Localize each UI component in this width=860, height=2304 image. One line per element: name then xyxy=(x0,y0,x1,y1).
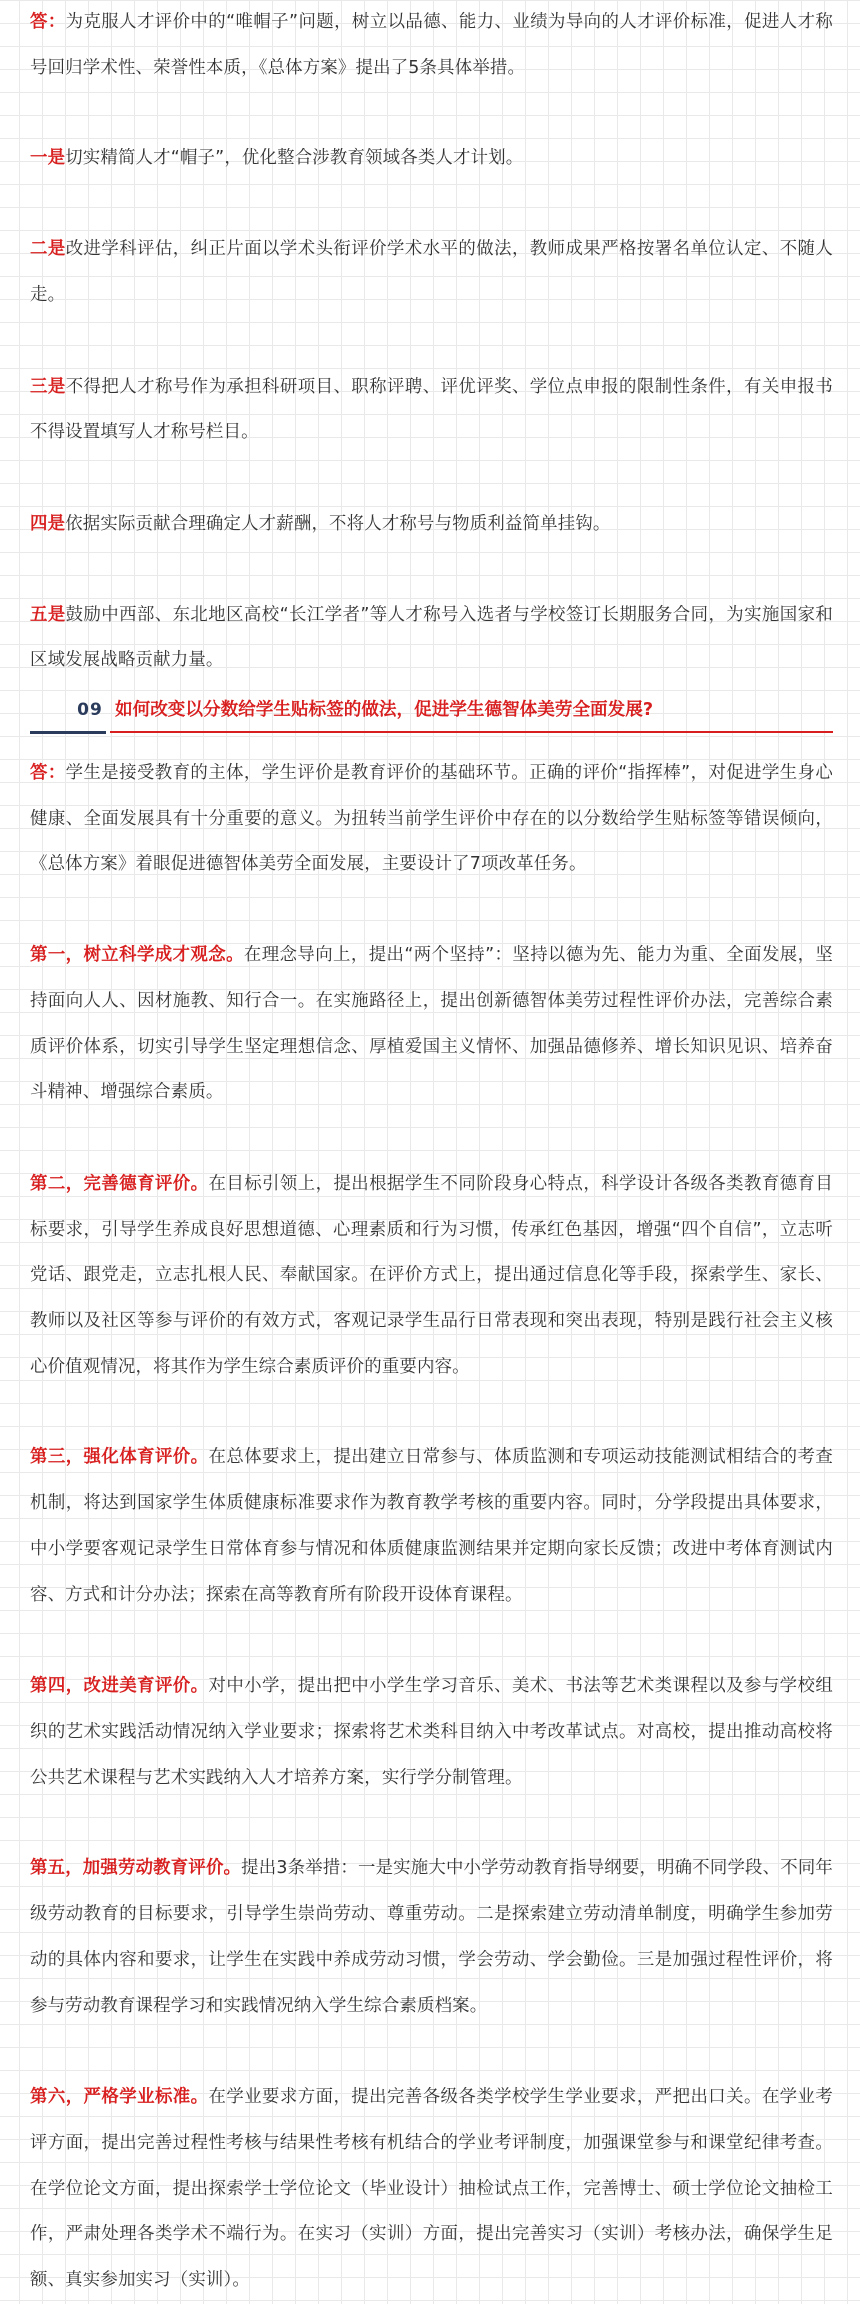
task-item xyxy=(30,1162,833,1391)
task-label: 第四，改进美育评价。 xyxy=(30,1676,209,1697)
task-text: 在目标引领上，提出根据学生不同阶段身心特点，科学设计各级各类教育德育目标要求，引导学生养成良好思想道德、心理素质和行为习惯，传承红色基因，增强“四个自信”，立志听党话、跟党走，立志扎根人民、奉献国家。在评价方式上，提出通过信息化等手段，探索学生、家长、教师以及社区等参与评价的有效方式，客观记录学生品行日常表现和突出表现，特别是践行社会主义核心价值观情况，将其作为学生综合素质评价的重要内容。 xyxy=(30,1173,833,1377)
measure-text: 改进学科评估，纠正片面以学术头衔评价学术水平的做法，教师成果严格按署名单位认定、不随人走。 xyxy=(30,239,833,305)
section-title: 如何改变以分数给学生贴标签的做法，促进学生德智体美劳全面发展? xyxy=(115,700,654,721)
task-item xyxy=(30,933,833,1116)
task-item xyxy=(30,1846,833,2029)
measure-label: 一是 xyxy=(30,148,66,169)
measure-label: 四是 xyxy=(30,513,66,534)
task-text: 在学业要求方面，提出完善各级各类学校学生学业要求，严把出口关。在学业考评方面，提出完善过程性考核与结果性考核有机结合的学业考评制度，加强课堂参与和课堂纪律考查。在学位论文方面，提出探索学士学位论文（毕业设计）抽检试点工作，完善博士、硕士学位论文抽检工作，严肃处理各类学术不端行为。在实习（实训）方面，提出完善实习（实训）考核办法，确保学生足额、真实参加实习（实训）。 xyxy=(30,2087,833,2291)
measure-label: 五是 xyxy=(30,604,66,625)
task-label: 第五，加强劳动教育评价。 xyxy=(30,1858,242,1879)
section-number: 09 xyxy=(77,700,103,721)
task-label: 第一，树立科学成才观念。 xyxy=(30,945,244,966)
measure-text: 切实精简人才“帽子”，优化整合涉教育领域各类人才计划。 xyxy=(65,148,524,169)
task-text: 在总体要求上，提出建立日常参与、体质监测和专项运动技能测试相结合的考查机制，将达到国家学生体质健康标准要求作为教育教学考核的重要内容。同时，分学段提出具体要求，中小学要客观记录学生日常体育参与情况和体质健康监测结果并定期向家长反馈；改进中考体育测试内容、方式和计分办法；探索在高等教育所有阶段开设体育课程。 xyxy=(30,1447,833,1605)
measure-label: 二是 xyxy=(30,239,66,260)
measure-item xyxy=(30,365,833,456)
answer-text: 学生是接受教育的主体，学生评价是教育评价的基础环节。正确的评价“指挥棒”，对促进学生身心健康、全面发展具有十分重要的意义。为扭转当前学生评价中存在的以分数给学生贴标签等错误倾向，《总体方案》着眼促进德智体美劳全面发展，主要设计了7项改革任务。 xyxy=(30,763,833,875)
task-label: 第二，完善德育评价。 xyxy=(30,1173,209,1194)
measure-text: 不得把人才称号作为承担科研项目、职称评聘、评优评奖、学位点申报的限制性条件，有关申报书不得设置填写人才称号栏目。 xyxy=(30,376,833,443)
task-label: 第三，强化体育评价。 xyxy=(30,1447,209,1468)
section-number-underline xyxy=(30,731,106,734)
answer-label: 答： xyxy=(30,763,66,784)
section-heading xyxy=(30,693,833,745)
task-item xyxy=(30,1664,833,1801)
answer-label: 答： xyxy=(30,12,66,32)
task-text: 提出3条举措：一是实施大中小学劳动教育指导纲要，明确不同学段、不同年级劳动教育的目标要求，引导学生崇尚劳动、尊重劳动。二是探索建立劳动清单制度，明确学生参加劳动的具体内容和要求，让学生在实践中养成劳动习惯，学会劳动、学会勤俭。三是加强过程性评价，将参与劳动教育课程学习和实践情况纳入学生综合素质档案。 xyxy=(30,1858,834,2016)
answer-text: 为克服人才评价中的“唯帽子”问题，树立以品德、能力、业绩为导向的人才评价标准，促进人才称号回归学术性、荣誉性本质，《总体方案》提出了5条具体举措。 xyxy=(30,12,833,78)
task-text: 在理念导向上，提出“两个坚持”：坚持以德为先、能力为重、全面发展，坚持面向人人、因材施教、知行合一。在实施路径上，提出创新德智体美劳过程性评价办法，完善综合素质评价体系，切实引导学生坚定理想信念、厚植爱国主义情怀、加强品德修养、增长知识见识、培养奋斗精神、增强综合素质。 xyxy=(30,945,834,1103)
measure-label: 三是 xyxy=(30,376,66,397)
measure-text: 鼓励中西部、东北地区高校“长江学者”等人才称号入选者与学校签订长期服务合同，为实施国家和区域发展战略贡献力量。 xyxy=(30,604,833,671)
task-text: 对中小学，提出把中小学生学习音乐、美术、书法等艺术类课程以及参与学校组织的艺术实践活动情况纳入学业要求；探索将艺术类科目纳入中考改革试点。对高校，提出推动高校将公共艺术课程与艺术实践纳入人才培养方案，实行学分制管理。 xyxy=(30,1676,833,1788)
intro-answer xyxy=(30,0,833,91)
measure-item xyxy=(30,593,833,684)
measure-item xyxy=(30,136,833,182)
task-item xyxy=(30,1435,833,1618)
task-label: 第六，严格学业标准。 xyxy=(30,2087,209,2108)
article-body xyxy=(30,0,833,2304)
measure-item xyxy=(30,227,833,318)
section-answer xyxy=(30,751,833,888)
section-title-underline xyxy=(110,731,833,733)
measure-text: 依据实际贡献合理确定人才薪酬，不将人才称号与物质利益简单挂钩。 xyxy=(65,513,611,534)
task-item xyxy=(30,2075,833,2304)
measure-item xyxy=(30,502,833,548)
